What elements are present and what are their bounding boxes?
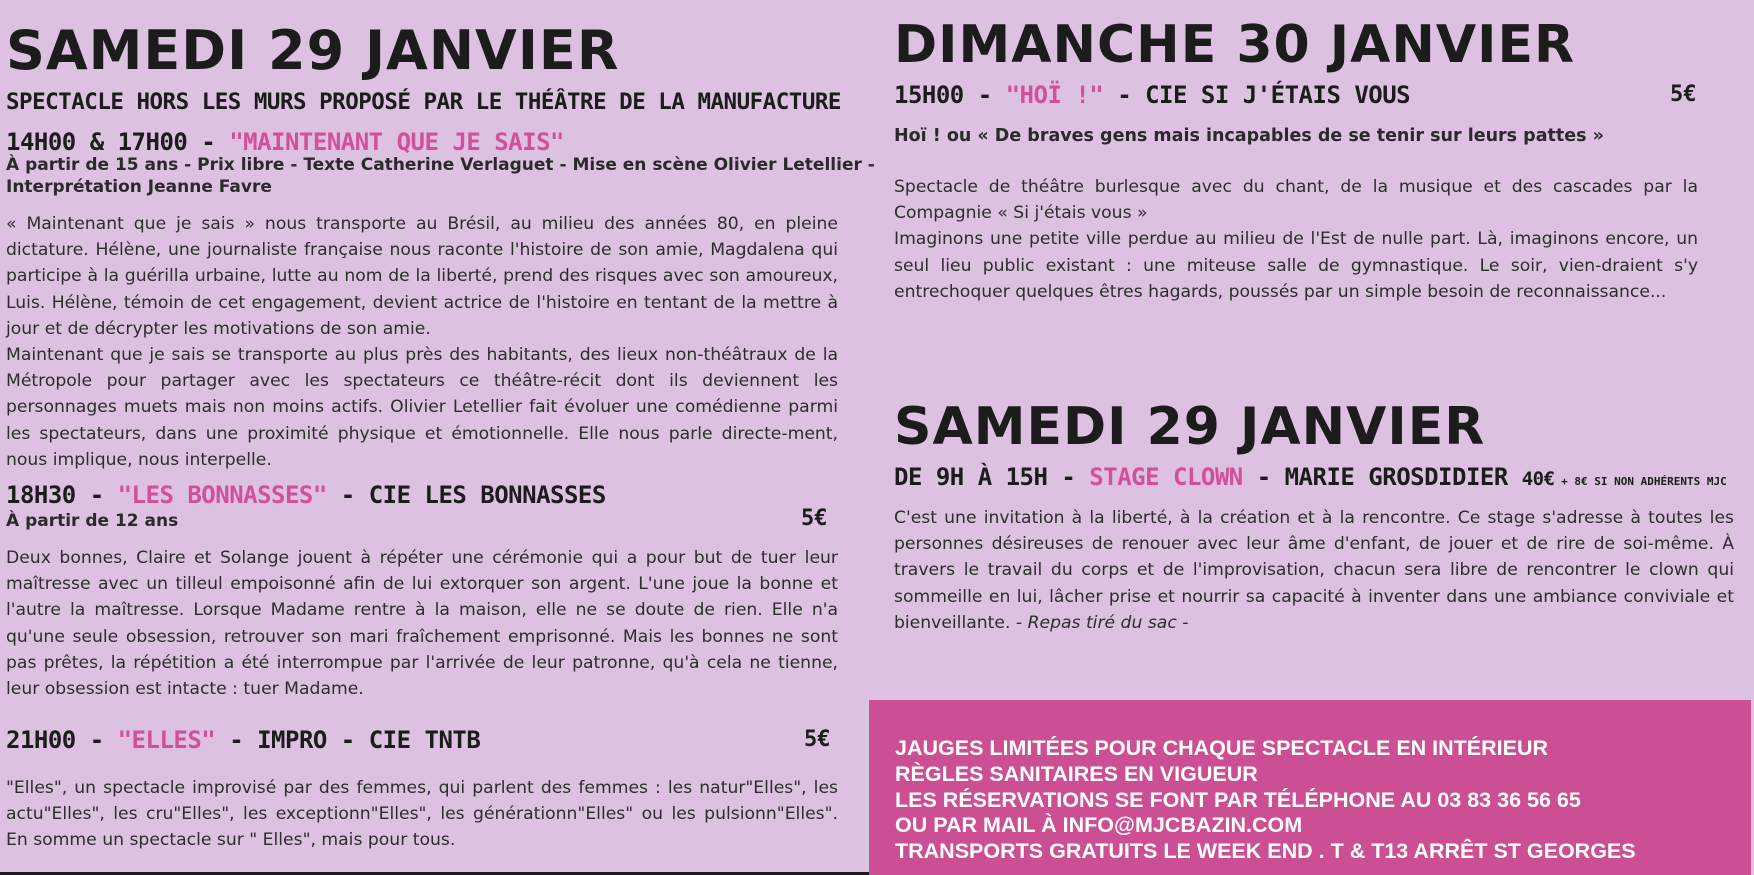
- stage-para: C'est une invitation à la liberté, à la création et à la rencontre. Ce stage s'adresse à toutes les personnes désireuses de renouer avec leur âme d'enfant, de jouer et de rire de soi-même. À travers le travail du corps et de l'improvisation, chacun sera libre de rencontrer le clown qui sommeille en lui, lâcher prise et nourrir sa capacité à inventer dans une ambiance conviviale et bienveillante.: [894, 508, 1734, 633]
- show1-info-line2: Interprétation Jeanne Favre: [6, 177, 272, 197]
- sunday-show-price: 5€: [1670, 82, 1697, 107]
- sunday-show-name: "HOÏ !": [1005, 81, 1104, 109]
- banner-line-capacity: JAUGES LIMITÉES POUR CHAQUE SPECTACLE EN INTÉRIEUR: [895, 736, 1549, 760]
- sunday-show-info: Hoï ! ou « De braves gens mais incapables de se tenir sur leurs pattes »: [894, 126, 1604, 146]
- day-title-saturday-stage: SAMEDI 29 JANVIER: [894, 397, 1486, 457]
- banner-line-rules: RÈGLES SANITAIRES EN VIGUEUR: [895, 761, 1258, 786]
- stage-note: - Repas tiré du sac -: [1010, 612, 1189, 633]
- day-title-sunday: DIMANCHE 30 JANVIER: [894, 15, 1576, 75]
- event-subtitle: SPECTACLE HORS LES MURS PROPOSÉ PAR LE THÉÂTRE DE LA MANUFACTURE: [6, 89, 841, 115]
- stage-heading: [894, 465, 1727, 489]
- show2-info: À partir de 12 ans: [6, 511, 179, 531]
- show1-name: "MAINTENANT QUE JE SAIS": [229, 128, 564, 156]
- banner-line-transport: TRANSPORTS GRATUITS LE WEEK END . T & T13 ARRÊT ST GEORGES: [895, 839, 1636, 864]
- show3-price: 5€: [804, 727, 831, 752]
- show3-description: "Elles", un spectacle improvisé par des femmes, qui parlent des femmes : les natur"Elles", les actu"Elles", les cru"Elles", les exceptionn"Elles", les générationn"Elles" ou les pulsionn"Elles". En somme un spectacle sur " Elles", mais pour tous.: [6, 778, 838, 851]
- show3-time: 21H00 -: [6, 726, 118, 754]
- sunday-show-para2: Imaginons une petite ville perdue au milieu de l'Est de nulle part. Là, imaginons encore, un seul lieu public existant : une miteuse salle de gymnastique. Le soir, vien-draient s'y entrechoquer quelques êtres hagards, poussés par un simple besoin de reconnaissance...: [894, 229, 1698, 302]
- stage-time: DE 9H À 15H -: [894, 463, 1090, 491]
- banner-text: [895, 736, 1636, 865]
- show2-description: Deux bonnes, Claire et Solange jouent à répéter une cérémonie qui a pour but de tuer leur maîtresse avec un tilleul empoisonné afin de lui extorquer son argent. L'une joue la bonne et l'autre la maîtresse. Lorsque Madame rentre à la maison, elle ne se doute de rien. Elle n'a qu'une seule obsession, retrouver son mari fraîchement emprisonné. Mais les bonnes ne sont pas prêtes, la répétition a été interrompue par l'arrivée de leur patronne, qu'à cela ne tienne, leur obsession est intacte : tuer Madame.: [6, 548, 838, 700]
- info-banner: [869, 700, 1751, 875]
- stage-name: STAGE CLOWN: [1089, 463, 1243, 491]
- show1-para2: Maintenant que je sais se transporte au plus près des habitants, des lieux non-théâtraux de la Métropole pour partager avec les spectateurs ce théâtre-récit dont ils deviennent les personnages muets mais non moins actifs. Olivier Letellier fait évoluer une comédienne parmi les spectateurs, dans une proximité physique et émotionnelle. Elle nous parle directe-ment, nous implique, nous interpelle.: [6, 345, 838, 470]
- sunday-show-company: - CIE SI J'ÉTAIS VOUS: [1103, 81, 1411, 109]
- show1-description: [6, 211, 838, 473]
- day-title-saturday: SAMEDI 29 JANVIER: [6, 19, 620, 82]
- sunday-show-heading: [894, 83, 1410, 107]
- show2-name: "LES BONNASSES": [117, 481, 327, 509]
- sunday-show-description: [894, 174, 1698, 305]
- stage-price-note: + 8€ SI NON ADHÉRENTS MJC: [1554, 475, 1727, 488]
- show1-time: 14H00 & 17H00 -: [6, 128, 230, 156]
- sunday-show-para1: Spectacle de théâtre burlesque avec du chant, de la musique et des cascades par la Compagnie « Si j'étais vous »: [894, 177, 1698, 224]
- show1-heading: [6, 130, 564, 154]
- show3-name: "ELLES": [117, 726, 216, 754]
- show2-price: 5€: [801, 506, 828, 531]
- show2-heading: [6, 483, 606, 507]
- banner-line-email: OU PAR MAIL À INFO@MJCBAZIN.COM: [895, 813, 1303, 838]
- sunday-show-time: 15H00 -: [894, 81, 1006, 109]
- show1-info-line1: À partir de 15 ans - Prix libre - Texte Catherine Verlaguet - Mise en scène Olivier Letellier -: [6, 155, 875, 175]
- show1-para1: « Maintenant que je sais » nous transporte au Brésil, au milieu des années 80, en pleine dictature. Hélène, une journaliste française nous raconte l'histoire de son amie, Magdalena qui participe à la guérilla urbaine, lutte au nom de la liberté, prend des risques avec son amoureux, Luis. Hélène, témoin de cet engagement, devient actrice de l'histoire en tentant de la mettre à jour et de décrypter les motivations de son amie.: [6, 214, 838, 339]
- show2-time: 18H30 -: [6, 481, 118, 509]
- show2-company: - CIE LES BONNASSES: [326, 481, 606, 509]
- banner-line-phone: LES RÉSERVATIONS SE FONT PAR TÉLÉPHONE AU 03 83 36 56 65: [895, 787, 1581, 812]
- show3-heading: [6, 728, 480, 752]
- stage-description: [894, 505, 1734, 636]
- stage-price: 40€: [1521, 468, 1555, 490]
- stage-teacher: - MARIE GROSDIDIER: [1242, 463, 1522, 491]
- show3-company: - IMPRO - CIE TNTB: [215, 726, 481, 754]
